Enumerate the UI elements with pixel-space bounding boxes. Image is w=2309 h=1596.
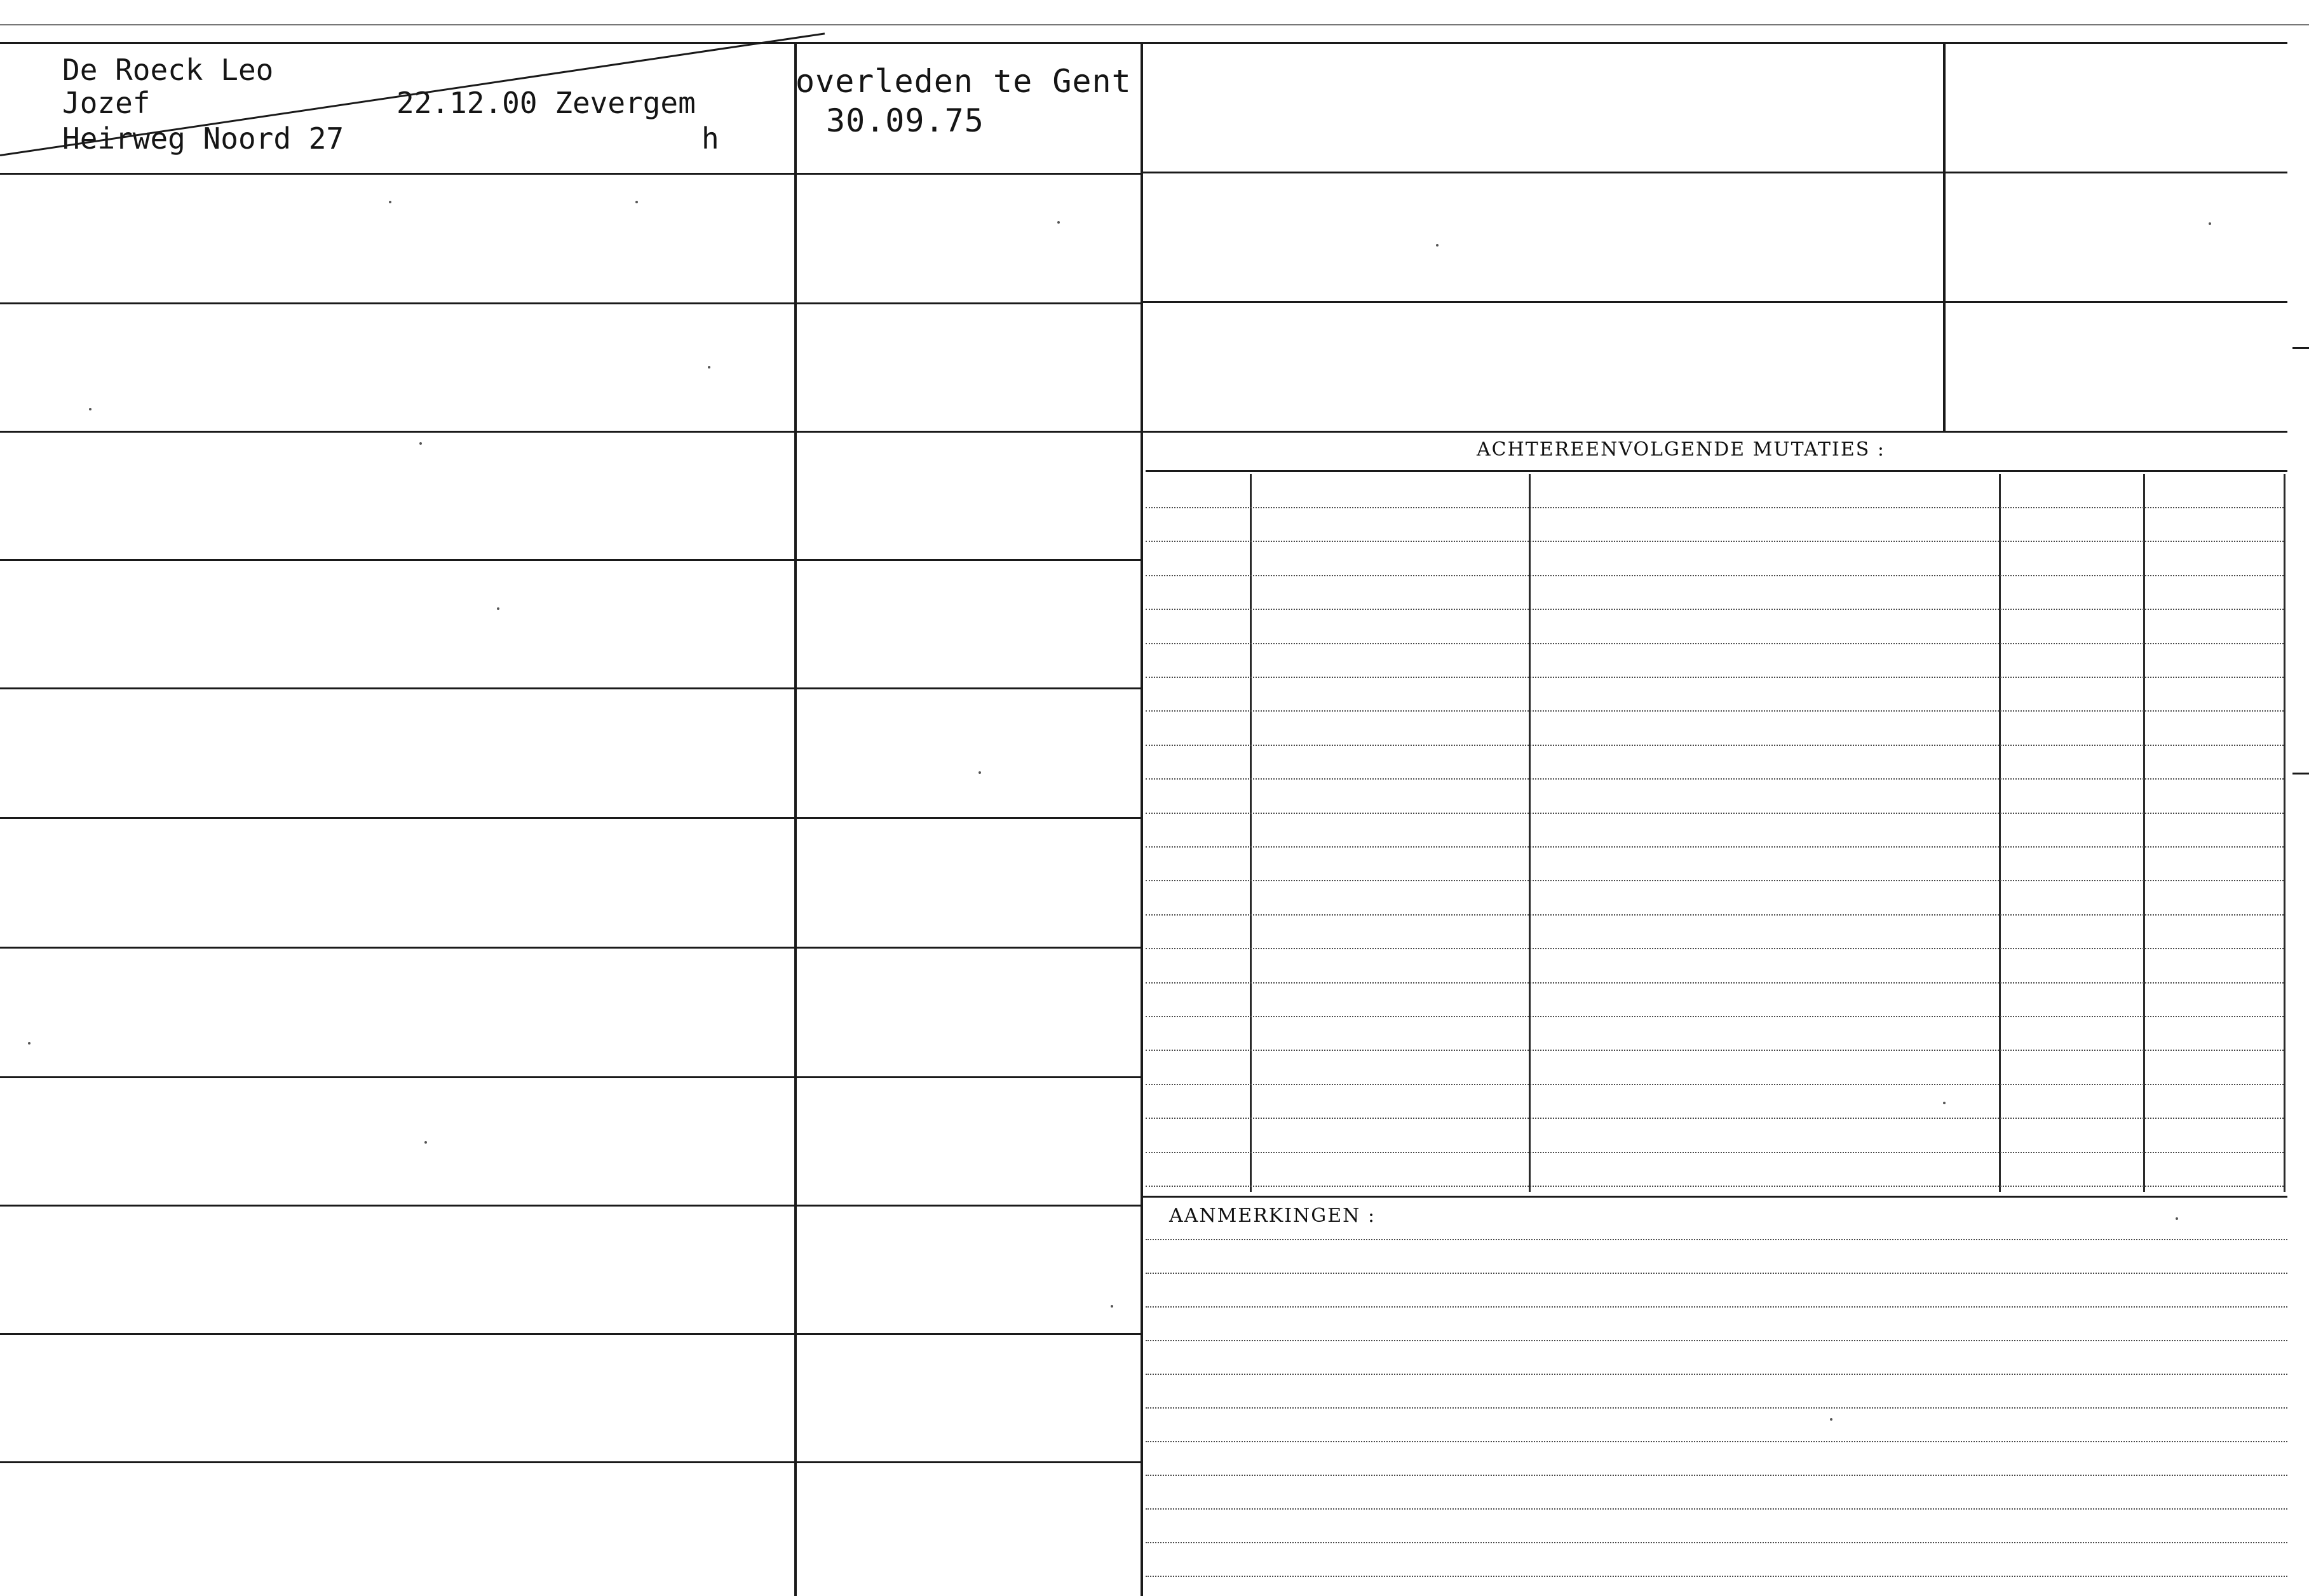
marker-letter: h	[701, 121, 719, 156]
row-line	[0, 1461, 1142, 1463]
paper-speck	[1111, 1305, 1113, 1308]
mutation-row-line	[1146, 778, 2284, 780]
remark-row-line	[1146, 1441, 2287, 1442]
paper-speck	[2209, 222, 2211, 225]
remark-row-line	[1146, 1576, 2287, 1577]
mutation-row-line	[1146, 677, 2284, 678]
mutations-col-divider	[2284, 474, 2285, 1192]
margin-tick	[2292, 773, 2309, 774]
mutation-row-line	[1146, 710, 2284, 712]
margin-tick	[2292, 347, 2309, 349]
mutation-row-line	[1146, 575, 2284, 576]
remark-row-line	[1146, 1542, 2287, 1543]
mutation-row-line	[1146, 507, 2284, 508]
remarks-heading: AANMERKINGEN :	[1169, 1205, 1376, 1227]
first-name-line: Jozef	[62, 86, 151, 120]
paper-speck	[978, 771, 981, 774]
surname-line: De Roeck Leo	[62, 53, 274, 87]
mutation-row-line	[1146, 1050, 2284, 1051]
address-line: Heirweg Noord 27	[62, 121, 344, 156]
paper-speck	[708, 366, 710, 369]
paper-speck	[89, 408, 91, 410]
mutation-row-line	[1146, 880, 2284, 881]
column-divider-3	[1943, 42, 1946, 432]
mutation-row-line	[1146, 541, 2284, 542]
paper-speck	[419, 442, 422, 445]
column-divider-1	[794, 42, 797, 1596]
mutation-row-line	[1146, 846, 2284, 848]
paper-speck	[1057, 221, 1060, 224]
mutation-row-line	[1146, 643, 2284, 644]
mutation-row-line	[1146, 1186, 2284, 1187]
paper-speck	[2176, 1217, 2178, 1220]
row-line	[0, 559, 1142, 561]
paper-speck	[497, 607, 499, 610]
remark-row-line	[1146, 1239, 2287, 1240]
birth-info: 22.12.00 Zevergem	[396, 86, 696, 120]
mutation-row-line	[1146, 745, 2284, 746]
mutation-row-line	[1146, 1152, 2284, 1153]
row-line	[0, 687, 1142, 689]
paper-speck	[1830, 1418, 1832, 1421]
mutation-row-line	[1146, 982, 2284, 984]
row-line	[0, 302, 1142, 304]
paper-speck	[28, 1042, 30, 1045]
remark-row-line	[1146, 1374, 2287, 1375]
remark-row-line	[1146, 1407, 2287, 1409]
paper-speck	[424, 1141, 427, 1144]
remark-row-line	[1146, 1508, 2287, 1510]
paper-speck	[1436, 244, 1439, 247]
row-line	[0, 1076, 1142, 1078]
paper-speck	[389, 201, 391, 203]
row-line	[0, 817, 1142, 819]
right-row-line	[1142, 301, 2287, 303]
remark-row-line	[1146, 1306, 2287, 1308]
mutation-row-line	[1146, 813, 2284, 814]
row-line	[0, 173, 1142, 175]
right-row-line	[1142, 172, 2287, 173]
top-faint-border	[0, 24, 2309, 25]
mutation-row-line	[1146, 1118, 2284, 1119]
remark-row-line	[1146, 1273, 2287, 1274]
mutation-row-line	[1146, 1016, 2284, 1017]
mutation-row-line	[1146, 948, 2284, 949]
row-line	[0, 1205, 1142, 1207]
remark-row-line	[1146, 1475, 2287, 1476]
paper-speck	[1943, 1102, 1946, 1104]
row-line	[0, 431, 1142, 433]
row-line	[0, 1333, 1142, 1335]
remark-row-line	[1146, 1340, 2287, 1341]
mutations-top-line	[1146, 470, 2287, 472]
mutations-heading: ACHTEREENVOLGENDE MUTATIES :	[1477, 438, 1885, 461]
mutations-bottom-line	[1142, 1196, 2287, 1198]
paper-speck	[635, 201, 638, 203]
mutation-row-line	[1146, 1084, 2284, 1085]
death-date: 30.09.75	[826, 102, 984, 139]
death-note: overleden te Gent	[796, 63, 1132, 100]
right-row-line	[1142, 431, 2287, 433]
mutation-row-line	[1146, 914, 2284, 916]
column-divider-2	[1141, 42, 1143, 1596]
mutation-row-line	[1146, 609, 2284, 610]
row-line	[0, 947, 1142, 949]
